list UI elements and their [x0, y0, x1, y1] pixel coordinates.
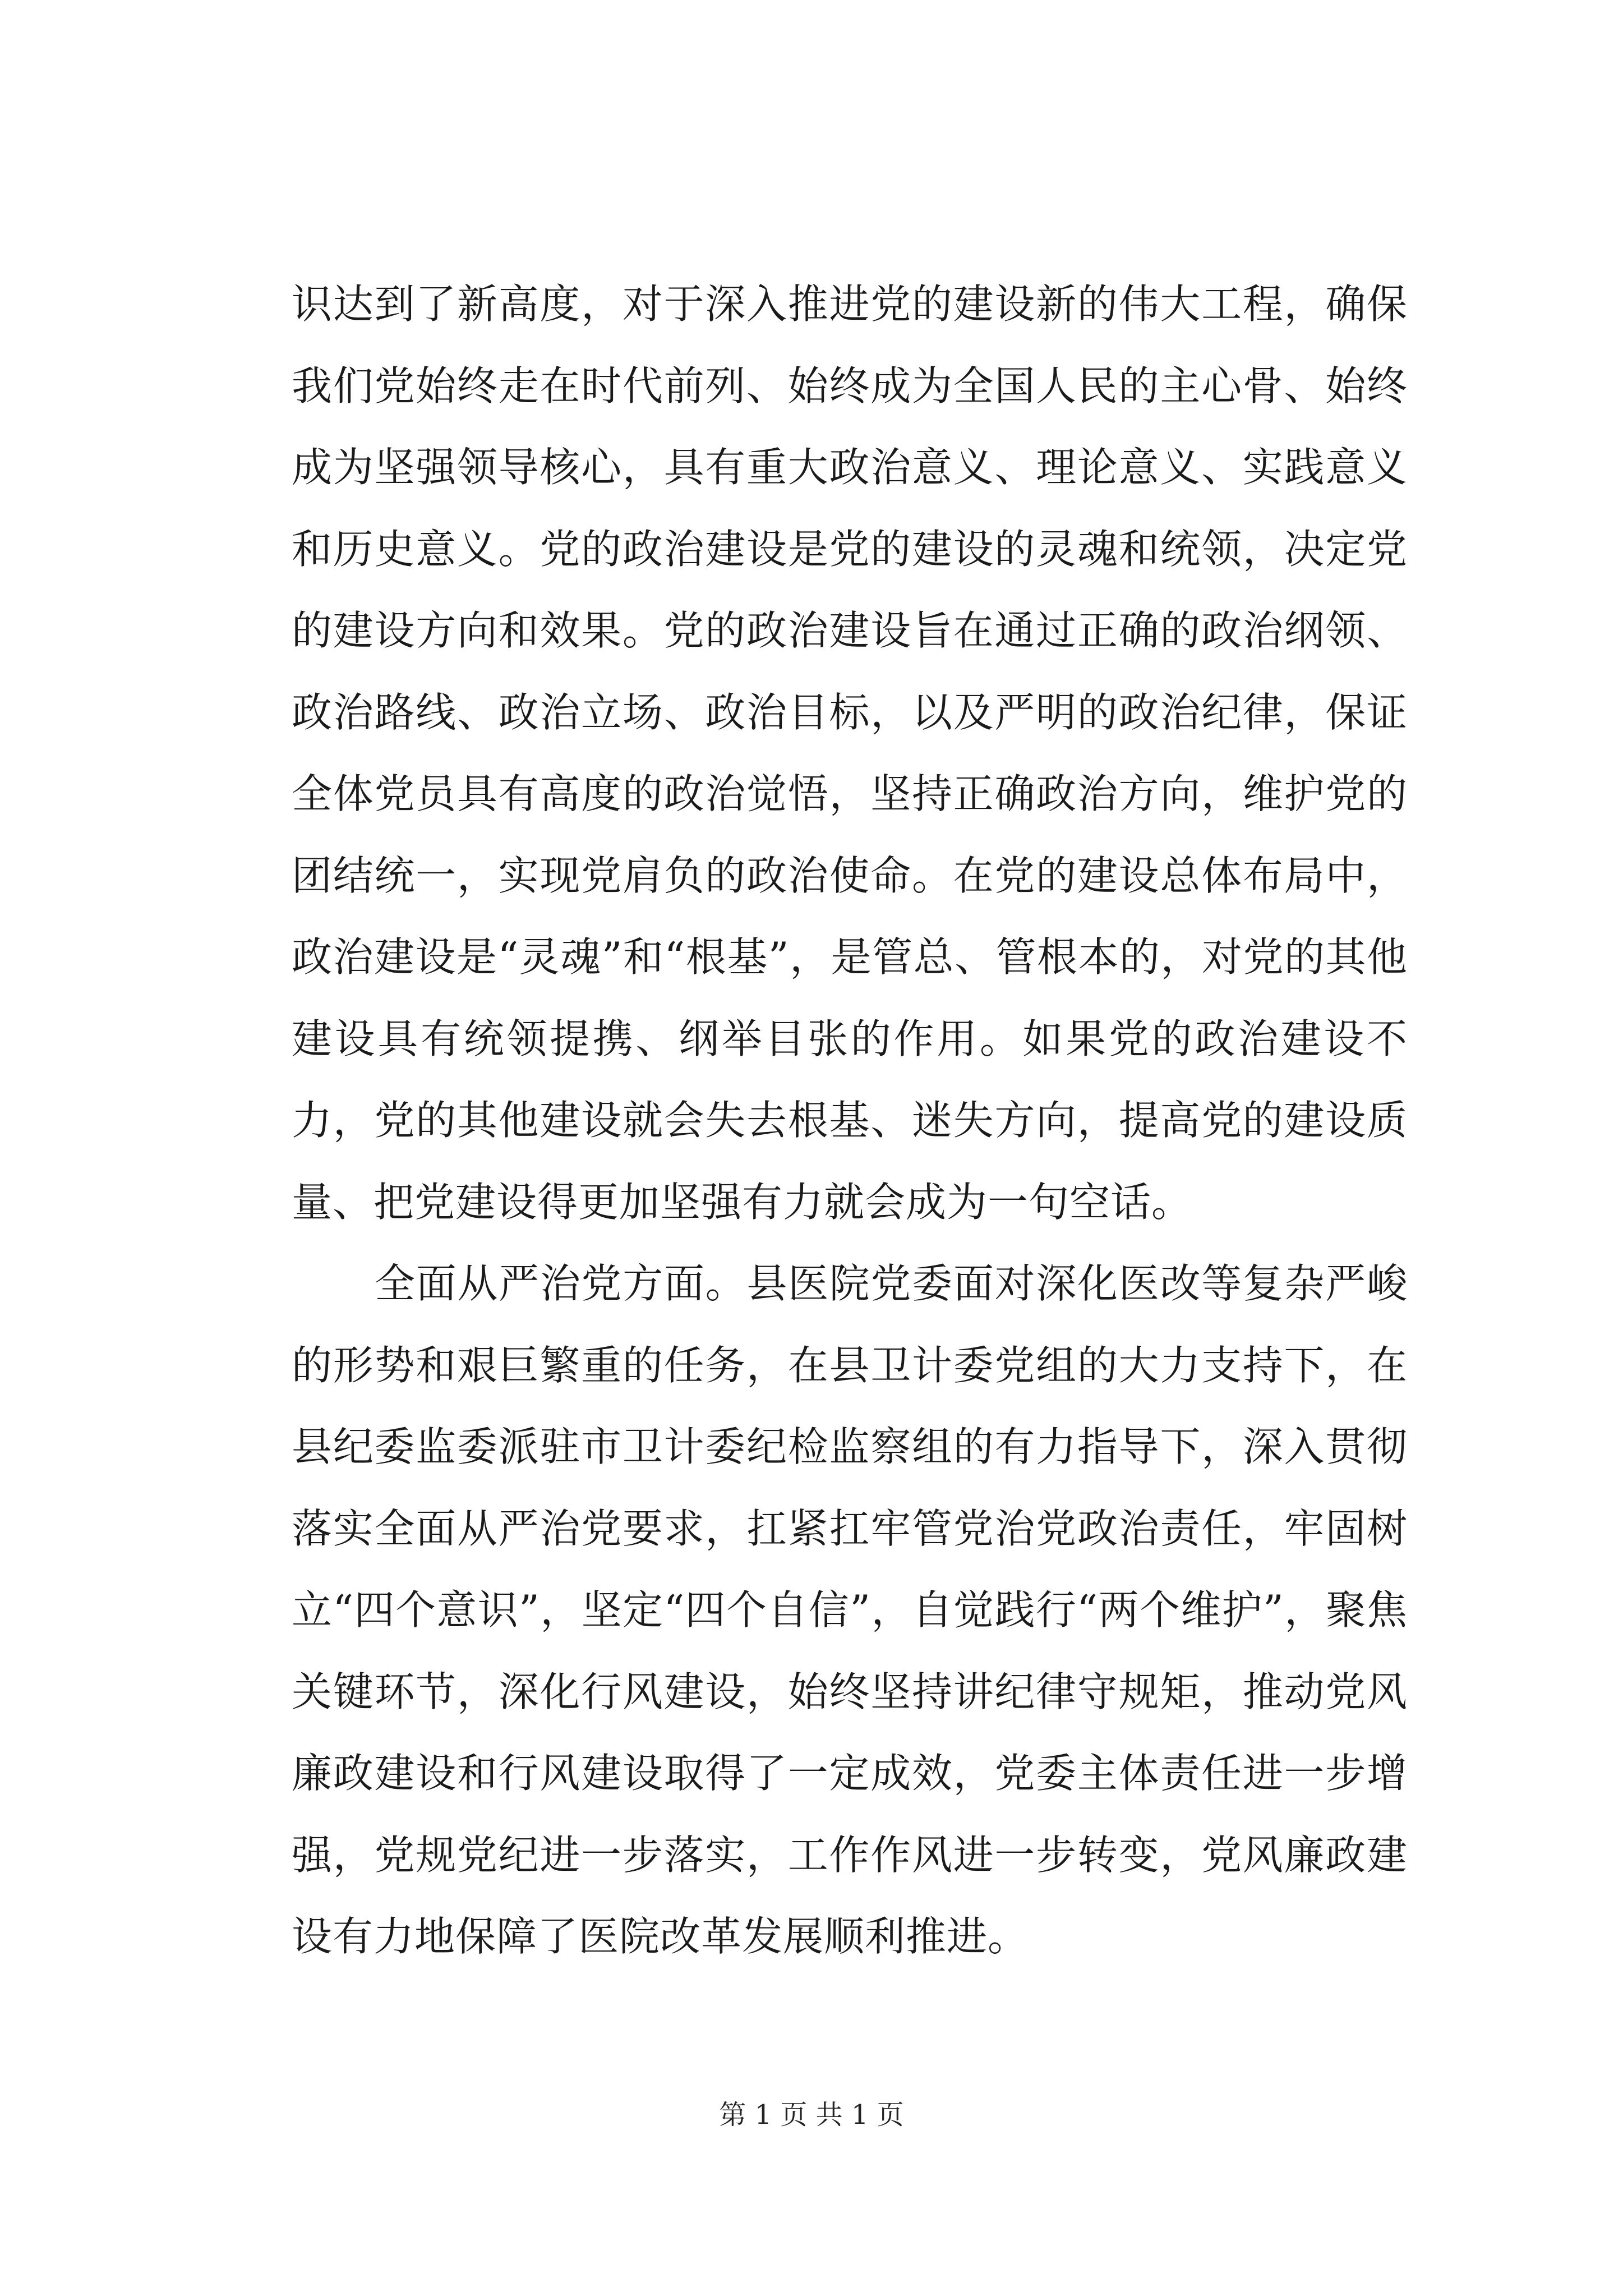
page-footer: 第 1 页 共 1 页 [719, 2099, 904, 2131]
paragraph-strict-party-governance: 全面从严治党方面。县医院党委面对深化医改等复杂严峻的形势和艰巨繁重的任务，在县卫计委党组的大力支持下，在县纪委监委派驻市卫计委纪检监察组的有力指导下，深入贯彻落实全面从严治党要求，扛紧扛牢管党治党政治责任，牢固树立“四个意识”，坚定“四个自信”，自觉践行“两个维护”，聚焦关键环节，深化行风建设，始终坚持讲纪律守规矩，推动党风廉政建设和行风建设取得了一定成效，党委主体责任进一步增强，党规党纪进一步落实，工作作风进一步转变，党风廉政建设有力地保障了医院改革发展顺利推进。 [292, 1260, 1408, 1960]
document-body [292, 264, 1408, 1978]
paragraph-political-construction: 识达到了新高度，对于深入推进党的建设新的伟大工程，确保我们党始终走在时代前列、始终成为全国人民的主心骨、始终成为坚强领导核心，具有重大政治意义、理论意义、实践意义和历史意义。党的政治建设是党的建设的灵魂和统领，决定党的建设方向和效果。党的政治建设旨在通过正确的政治纲领、政治路线、政治立场、政治目标，以及严明的政治纪律，保证全体党员具有高度的政治觉悟，坚持正确政治方向，维护党的团结统一，实现党肩负的政治使命。在党的建设总体布局中，政治建设是“灵魂”和“根基”，是管总、管根本的，对党的其他建设具有统领提携、纲举目张的作用。如果党的政治建设不力，党的其他建设就会失去根基、迷失方向，提高党的建设质量、把党建设得更加坚强有力就会成为一句空话。 [292, 280, 1408, 1226]
